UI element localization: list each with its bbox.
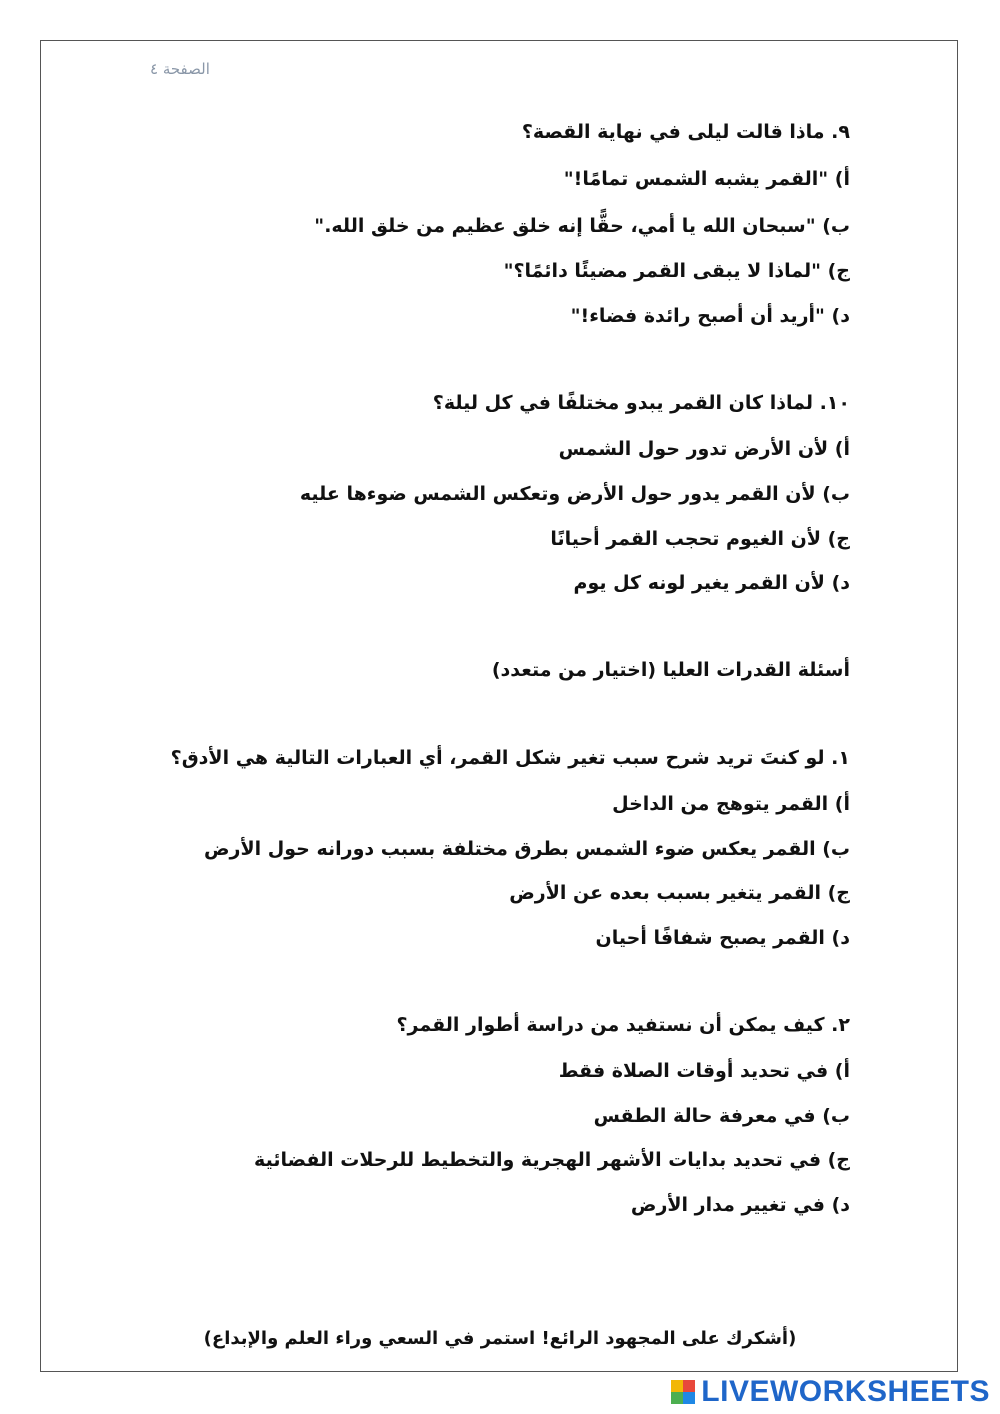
brand-logo-icon: [671, 1380, 695, 1404]
question-9-option-b: ب) "سبحان الله يا أمي، حقًّا إنه خلق عظيم من خلق الله.": [314, 215, 850, 237]
logo-square-2: [683, 1380, 695, 1392]
higher-question-1-option-a: أ) القمر يتوهج من الداخل: [612, 793, 850, 815]
higher-question-1-option-b: ب) القمر يعكس ضوء الشمس بطرق مختلفة بسبب دورانه حول الأرض: [204, 838, 850, 860]
closing-note: (أشكرك على المجهود الرائع! استمر في السعي وراء العلم والإبداع): [203, 1328, 797, 1349]
question-10-title: ١٠. لماذا كان القمر يبدو مختلفًا في كل ليلة؟: [432, 392, 850, 414]
logo-square-3: [671, 1392, 683, 1404]
question-10-option-d: د) لأن القمر يغير لونه كل يوم: [573, 572, 850, 594]
higher-question-2-title: ٢. كيف يمكن أن نستفيد من دراسة أطوار القمر؟: [396, 1014, 850, 1036]
higher-question-2-option-c: ج) في تحديد بدايات الأشهر الهجرية والتخطيط للرحلات الفضائية: [254, 1149, 850, 1171]
page-number: الصفحة ٤: [150, 60, 210, 78]
higher-question-2-option-b: ب) في معرفة حالة الطقس: [593, 1105, 850, 1127]
question-9-option-d: د) "أريد أن أصبح رائدة فضاء!": [570, 305, 850, 327]
logo-square-4: [683, 1392, 695, 1404]
question-10-option-b: ب) لأن القمر يدور حول الأرض وتعكس الشمس ضوءها عليه: [299, 483, 850, 505]
brand-name: LIVEWORKSHEETS: [701, 1375, 990, 1408]
higher-question-1-option-d: د) القمر يصبح شفافًا أحيان: [595, 927, 850, 949]
question-10-option-c: ج) لأن الغيوم تحجب القمر أحيانًا: [550, 528, 850, 550]
section-heading: أسئلة القدرات العليا (اختيار من متعدد): [491, 659, 850, 681]
question-10-option-a: أ) لأن الأرض تدور حول الشمس: [558, 438, 850, 460]
brand-watermark[interactable]: [671, 1376, 990, 1408]
higher-question-1-option-c: ج) القمر يتغير بسبب بعده عن الأرض: [509, 882, 850, 904]
question-9-option-c: ج) "لماذا لا يبقى القمر مضيئًا دائمًا؟": [503, 260, 850, 282]
question-9-title: ٩. ماذا قالت ليلى في نهاية القصة؟: [521, 121, 850, 143]
question-9-option-a: أ) "القمر يشبه الشمس تمامًا!": [563, 168, 850, 190]
logo-square-1: [671, 1380, 683, 1392]
higher-question-2-option-a: أ) في تحديد أوقات الصلاة فقط: [558, 1060, 850, 1082]
higher-question-2-option-d: د) في تغيير مدار الأرض: [630, 1194, 850, 1216]
higher-question-1-title: ١. لو كنتَ تريد شرح سبب تغير شكل القمر، أي العبارات التالية هي الأدق؟: [170, 747, 850, 769]
